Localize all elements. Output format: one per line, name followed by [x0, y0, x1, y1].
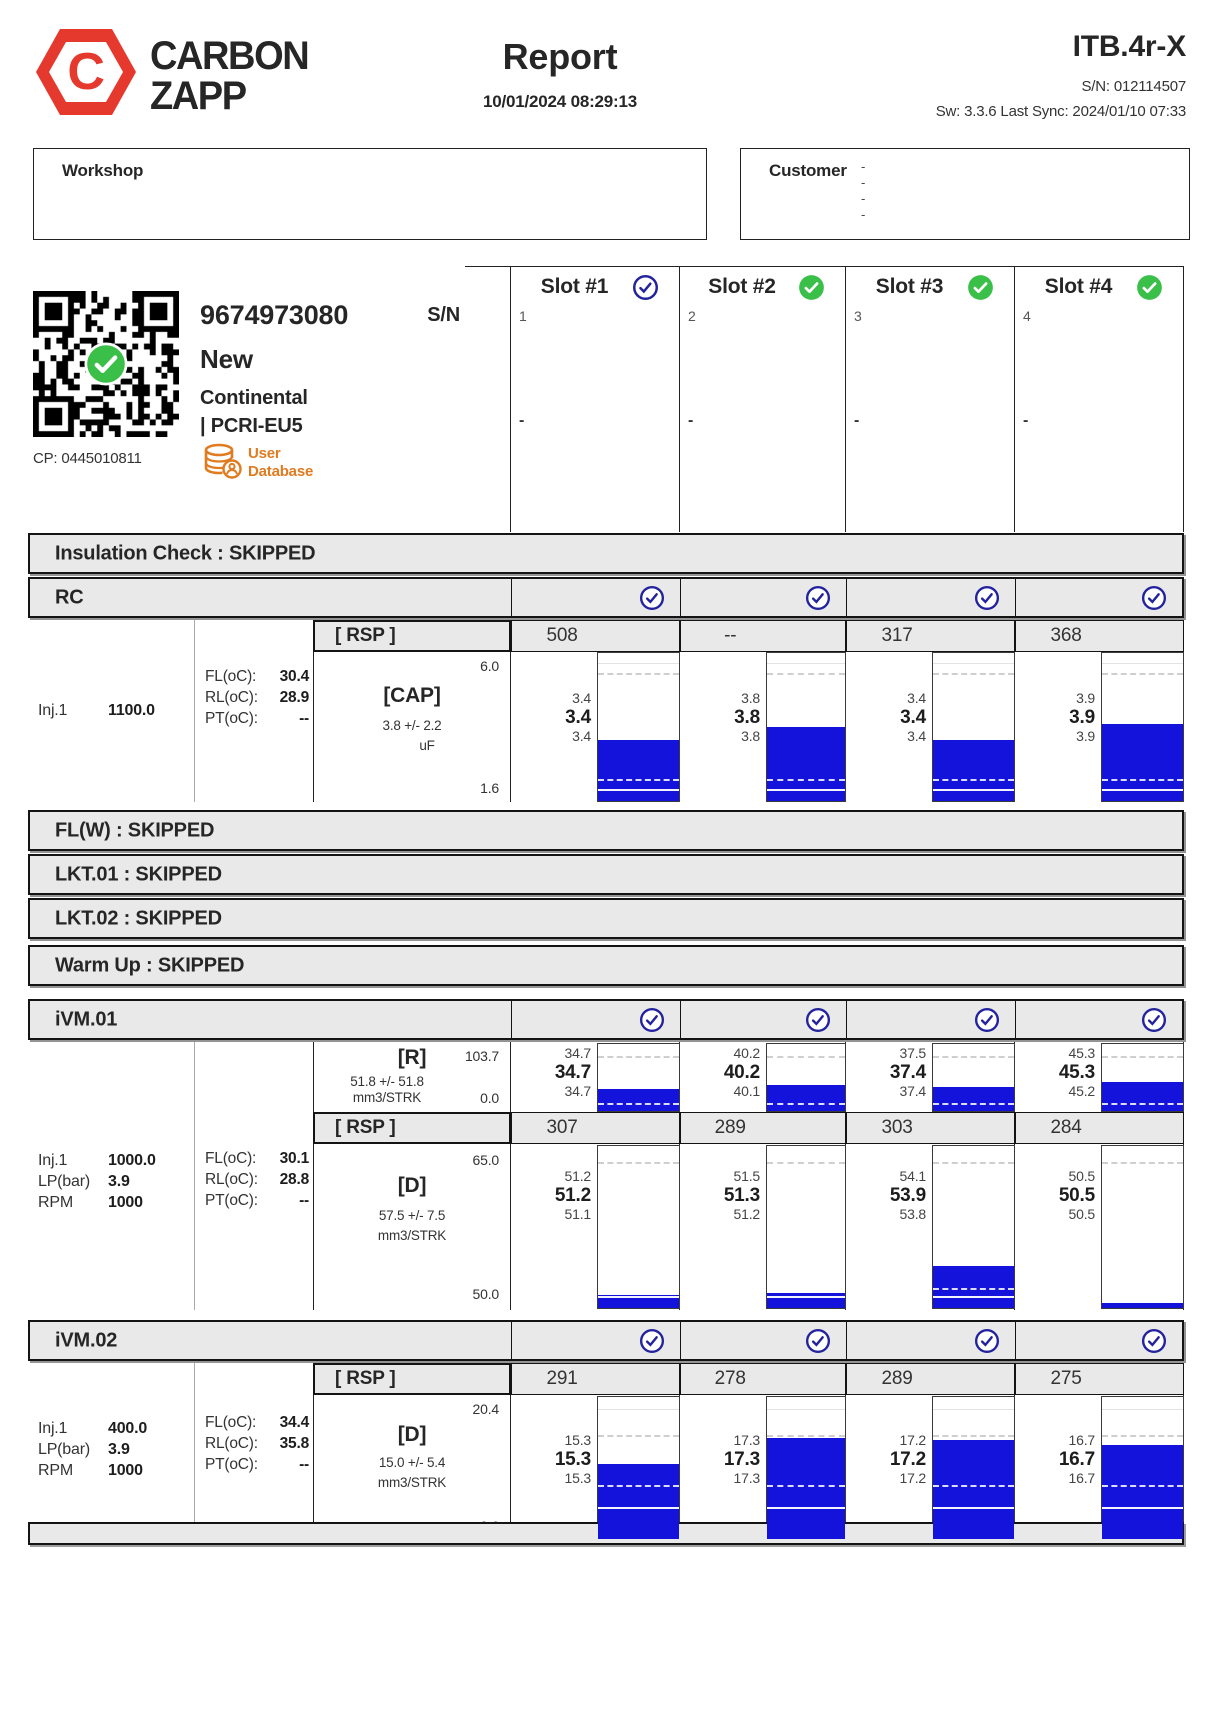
ivm01-r-slot2-values	[688, 1045, 760, 1100]
rc-slot3-values	[854, 690, 926, 745]
rc-slot1-values	[519, 690, 591, 745]
ivm01-conditions	[38, 1150, 156, 1213]
ivm01-d-slot1-min: 51.1	[564, 1206, 591, 1222]
ivm02-d-name: [D]	[397, 1423, 427, 1446]
ivm01-d-slot3-max: 54.1	[899, 1168, 926, 1184]
ivm02-d-slot3-avg: 17.2	[889, 1449, 926, 1470]
ivm02-fl-value: 34.4	[279, 1414, 309, 1431]
ivm01-rpm-value: 1000	[108, 1194, 143, 1211]
ivm01-slot1-check-icon	[639, 1007, 665, 1033]
slot1-index: 1	[519, 308, 527, 324]
slot4-index: 4	[1023, 308, 1031, 324]
ivm01-d-slot3-min: 53.8	[899, 1206, 926, 1222]
ivm01-rsp-slot4	[1015, 1112, 1184, 1144]
ivm02-col-divider	[194, 1363, 195, 1540]
flw-skipped-bar	[28, 810, 1184, 851]
ivm01-rsp-slot2-value: 289	[714, 1117, 746, 1138]
ivm01-d-slot2-values	[688, 1168, 760, 1223]
ivm01-slot3-check-cell	[846, 1001, 1016, 1038]
ivm01-pt-label: PT(oC):	[205, 1192, 258, 1209]
ivm01-r-slot1-avg: 34.7	[554, 1062, 591, 1083]
ivm01-r-slot1-max: 34.7	[564, 1045, 591, 1061]
ivm02-rsp-slot3-value: 289	[881, 1368, 913, 1389]
ivm02-slot3-check-icon	[974, 1328, 1000, 1354]
ivm01-rsp-slot2	[680, 1112, 846, 1144]
ivm02-slot2-check-icon	[805, 1328, 831, 1354]
rc-cap-scale-min: 1.6	[480, 780, 499, 796]
slot2-value-dash: -	[688, 412, 694, 429]
rc-slot2-check-cell	[680, 579, 847, 616]
rc-slot4-bar-chart	[1101, 652, 1184, 802]
ivm01-lp-value: 3.9	[108, 1173, 130, 1190]
ivm02-rsp-slot4	[1015, 1363, 1184, 1395]
rc-cap-name: [CAP]	[383, 684, 441, 707]
rc-temps	[205, 666, 309, 729]
ivm01-r-scale-min: 0.0	[480, 1090, 499, 1106]
ivm01-r-slot2-max: 40.2	[733, 1045, 760, 1061]
ivm01-slot2-check-icon	[805, 1007, 831, 1033]
ivm01-r-scale-max: 103.7	[464, 1048, 499, 1064]
rc-slot4-check-icon	[1141, 585, 1167, 611]
ivm02-lp-label: LP(bar)	[38, 1441, 90, 1458]
rc-col-divider	[194, 620, 195, 802]
ivm02-d-measurement-label	[313, 1395, 511, 1540]
rc-section-bar	[28, 577, 1184, 618]
rc-slot3-avg: 3.4	[900, 707, 926, 728]
ivm01-slot3-check-icon	[974, 1007, 1000, 1033]
rc-slot4-min: 3.9	[1076, 728, 1095, 744]
ivm01-r-measurement-label	[313, 1042, 511, 1112]
ivm01-rpm-label: RPM	[38, 1194, 73, 1211]
rc-rl-value: 28.9	[279, 689, 309, 706]
rc-inj-label: Inj.1	[38, 702, 68, 719]
ivm01-r-name: [R]	[397, 1046, 427, 1069]
brand-line1: CARBON	[150, 34, 309, 78]
ivm01-temps	[205, 1148, 309, 1211]
ivm01-r-slot2-avg: 40.2	[723, 1062, 760, 1083]
rc-slot2-max: 3.8	[741, 690, 760, 706]
ivm02-d-slot1-avg: 15.3	[554, 1449, 591, 1470]
ivm02-d-slot3-values	[854, 1432, 926, 1487]
slot1-value-dash: -	[519, 412, 525, 429]
lkt01-skipped-bar	[28, 854, 1184, 895]
ivm02-d-slot4-min: 16.7	[1068, 1470, 1095, 1486]
ivm02-d-slot3-min: 17.2	[899, 1470, 926, 1486]
page-title: Report	[502, 36, 618, 77]
ivm01-d-slot1-values	[519, 1168, 591, 1223]
ivm01-r-slot4-avg: 45.3	[1058, 1062, 1095, 1083]
ivm01-r-slot4-max: 45.3	[1068, 1045, 1095, 1061]
flw-skipped-label: FL(W) : SKIPPED	[55, 819, 215, 841]
ivm01-d-slot3-avg: 53.9	[889, 1185, 926, 1206]
slot1-title: Slot #1	[540, 275, 609, 298]
slot4-title: Slot #4	[1044, 275, 1113, 298]
ivm01-rsp-slot4-value: 284	[1050, 1117, 1082, 1138]
ivm02-d-slot2-values	[688, 1432, 760, 1487]
ivm01-d-slot4-avg: 50.5	[1058, 1185, 1095, 1206]
rc-slot1-check-icon	[639, 585, 665, 611]
ivm01-r-tolerance: 51.8 +/- 51.8	[350, 1074, 424, 1089]
customer-label: Customer	[769, 161, 847, 180]
ivm01-fl-label: FL(oC):	[205, 1150, 257, 1167]
ivm02-inj-value: 400.0	[108, 1420, 148, 1437]
ivm02-d-slot2-avg: 17.3	[723, 1449, 760, 1470]
ivm02-rpm-value: 1000	[108, 1462, 143, 1479]
user-database-label-line1: User	[248, 445, 281, 462]
ivm01-r-slot3-min: 37.4	[899, 1083, 926, 1099]
ivm02-pt-value: --	[299, 1456, 309, 1473]
customer-values	[861, 159, 865, 223]
ivm02-rsp-slot3	[846, 1363, 1015, 1395]
slot3-index: 3	[854, 308, 862, 324]
ivm02-rsp-header	[313, 1363, 511, 1395]
ivm01-section-bar	[28, 999, 1184, 1040]
ivm02-d-tolerance: 15.0 +/- 5.4	[378, 1455, 446, 1470]
warmup-skipped-label: Warm Up : SKIPPED	[55, 954, 245, 976]
ivm01-r-slot3-avg: 37.4	[889, 1062, 926, 1083]
rc-pt-value: --	[299, 710, 309, 727]
ivm01-d-slot4-min: 50.5	[1068, 1206, 1095, 1222]
ivm02-d-slot2-min: 17.3	[733, 1470, 760, 1486]
ivm01-d-slot2-min: 51.2	[733, 1206, 760, 1222]
rc-slot1-check-cell	[511, 579, 681, 616]
injector-brand: Continental	[200, 387, 308, 409]
lkt02-skipped-label: LKT.02 : SKIPPED	[55, 907, 222, 929]
rc-slot2-min: 3.8	[741, 728, 760, 744]
rc-rl-label: RL(oC):	[205, 689, 258, 706]
ivm01-r-slot4-values	[1023, 1045, 1095, 1100]
ivm02-d-unit: mm3/STRK	[377, 1475, 447, 1490]
ivm02-rl-value: 35.8	[279, 1435, 309, 1452]
ivm01-d-name: [D]	[397, 1174, 427, 1197]
rc-rsp-slot1	[511, 620, 680, 652]
user-database-icon	[202, 443, 242, 481]
ivm02-d-slot1-min: 15.3	[564, 1470, 591, 1486]
insulation-check-label: Insulation Check : SKIPPED	[55, 542, 316, 564]
rc-pt-label: PT(oC):	[205, 710, 258, 727]
ivm01-inj-label: Inj.1	[38, 1152, 68, 1169]
carbon-zapp-logo-icon	[33, 26, 139, 118]
rc-slot1-bar-chart	[597, 652, 680, 802]
rc-slot3-min: 3.4	[907, 728, 926, 744]
rc-slot2-check-icon	[805, 585, 831, 611]
rc-slot4-values	[1023, 690, 1095, 745]
device-sw-sync: Sw: 3.3.6 Last Sync: 2024/01/10 07:33	[935, 103, 1186, 120]
ivm02-rsp-slot2	[680, 1363, 846, 1395]
ivm01-r-slot3-max: 37.5	[899, 1045, 926, 1061]
ivm01-d-slot4-max: 50.5	[1068, 1168, 1095, 1184]
ivm01-d-tolerance: 57.5 +/- 7.5	[378, 1208, 446, 1223]
ivm02-section-bar	[28, 1320, 1184, 1361]
rc-rsp-slot3	[846, 620, 1015, 652]
ivm01-d-slot1-bar-chart	[597, 1145, 680, 1309]
ivm01-col-divider	[194, 1042, 195, 1310]
ivm01-r-slot4-min: 45.2	[1068, 1083, 1095, 1099]
ivm01-inj-value: 1000.0	[108, 1152, 156, 1169]
slot3-value-dash: -	[854, 412, 860, 429]
rc-rsp-slot4	[1015, 620, 1184, 652]
ivm01-d-slot1-avg: 51.2	[554, 1185, 591, 1206]
rc-slot1-min: 3.4	[572, 728, 591, 744]
ivm02-rsp-slot1-value: 291	[546, 1368, 578, 1389]
qr-check-icon	[84, 342, 128, 386]
ivm01-r-slot3-bar-chart	[932, 1043, 1015, 1112]
slot-table-top-border	[465, 266, 1184, 267]
ivm01-r-unit: mm3/STRK	[352, 1090, 422, 1105]
ivm02-slot4-check-icon	[1141, 1328, 1167, 1354]
ivm01-d-slot3-bar-chart	[932, 1145, 1015, 1309]
ivm01-d-slot2-max: 51.5	[733, 1168, 760, 1184]
rc-rsp-slot2	[680, 620, 846, 652]
ivm02-temps	[205, 1412, 309, 1475]
ivm01-r-slot3-values	[854, 1045, 926, 1100]
rc-slot3-bar-chart	[932, 652, 1015, 802]
rc-slot3-max: 3.4	[907, 690, 926, 706]
rc-slot2-avg: 3.8	[734, 707, 760, 728]
ivm02-d-slot4-values	[1023, 1432, 1095, 1487]
ivm01-d-slot4-bar-chart	[1101, 1145, 1184, 1309]
ivm02-rsp-slot1	[511, 1363, 680, 1395]
ivm02-slot2-check-cell	[680, 1322, 847, 1359]
rc-rsp-header-label: [ RSP ]	[335, 625, 396, 646]
ivm01-fl-value: 30.1	[279, 1150, 309, 1167]
workshop-label: Workshop	[62, 161, 144, 180]
ivm01-pt-value: --	[299, 1192, 309, 1209]
ivm02-inj-label: Inj.1	[38, 1420, 68, 1437]
injector-cp-code: CP: 0445010811	[33, 450, 142, 467]
slot1-status-check-icon	[632, 274, 659, 301]
ivm02-slot1-check-cell	[511, 1322, 681, 1359]
ivm01-d-slot1-max: 51.2	[564, 1168, 591, 1184]
ivm01-r-slot1-min: 34.7	[564, 1083, 591, 1099]
ivm01-r-slot2-min: 40.1	[733, 1083, 760, 1099]
ivm02-d-slot2-max: 17.3	[733, 1432, 760, 1448]
ivm02-d-scale-max: 20.4	[472, 1401, 499, 1417]
slot2-status-check-icon	[798, 274, 825, 301]
device-name: ITB.4r-X	[1072, 30, 1186, 63]
ivm02-d-slot3-max: 17.2	[899, 1432, 926, 1448]
ivm01-slot4-check-cell	[1015, 1001, 1183, 1038]
ivm01-d-slot3-values	[854, 1168, 926, 1223]
ivm01-d-unit: mm3/STRK	[377, 1228, 447, 1243]
customer-value-dash: -	[861, 207, 866, 222]
svg-text:C: C	[67, 43, 105, 101]
ivm02-d-slot2-bar-chart	[766, 1396, 846, 1540]
ivm01-slot2-check-cell	[680, 1001, 847, 1038]
column-divider	[845, 266, 846, 532]
ivm01-slot1-check-cell	[511, 1001, 681, 1038]
ivm01-r-slot1-values	[519, 1045, 591, 1100]
ivm02-section-label: iVM.02	[55, 1329, 118, 1351]
rc-slot2-values	[688, 690, 760, 745]
customer-value-dash: -	[861, 191, 866, 206]
brand-line2: ZAPP	[150, 74, 246, 118]
rc-slot4-max: 3.9	[1076, 690, 1095, 706]
ivm01-r-slot2-bar-chart	[766, 1043, 846, 1112]
ivm01-rl-value: 28.8	[279, 1171, 309, 1188]
customer-value-dash: -	[861, 159, 866, 174]
rc-fl-label: FL(oC):	[205, 668, 257, 685]
ivm01-rsp-slot3	[846, 1112, 1015, 1144]
ivm02-rl-label: RL(oC):	[205, 1435, 258, 1452]
rc-inj-value: 1100.0	[108, 702, 155, 719]
rc-cap-measurement-label	[313, 652, 511, 802]
ivm01-d-scale-min: 50.0	[472, 1286, 499, 1302]
customer-box	[740, 148, 1190, 240]
ivm02-rsp-slot4-value: 275	[1050, 1368, 1082, 1389]
ivm01-rsp-header-label: [ RSP ]	[335, 1117, 396, 1138]
ivm02-d-slot1-bar-chart	[597, 1396, 680, 1540]
slot2-index: 2	[688, 308, 696, 324]
ivm01-rsp-slot1-value: 307	[546, 1117, 578, 1138]
ivm02-conditions	[38, 1418, 147, 1481]
rc-fl-value: 30.4	[279, 668, 309, 685]
slot3-title: Slot #3	[875, 275, 944, 298]
rc-inj-condition	[38, 700, 155, 721]
ivm02-d-slot4-bar-chart	[1101, 1396, 1184, 1540]
ivm01-d-measurement-label	[313, 1144, 511, 1310]
column-divider	[679, 266, 680, 532]
ivm02-d-slot1-values	[519, 1432, 591, 1487]
rc-slot3-check-icon	[974, 585, 1000, 611]
ivm01-d-slot4-values	[1023, 1168, 1095, 1223]
ivm02-d-slot3-bar-chart	[932, 1396, 1015, 1540]
ivm02-pt-label: PT(oC):	[205, 1456, 258, 1473]
ivm01-d-slot2-bar-chart	[766, 1145, 846, 1309]
ivm02-d-slot1-max: 15.3	[564, 1432, 591, 1448]
rc-rsp-slot3-value: 317	[881, 625, 913, 646]
ivm02-d-slot4-avg: 16.7	[1058, 1449, 1095, 1470]
user-database-label-line2: Database	[248, 463, 314, 480]
lkt02-skipped-bar	[28, 898, 1184, 939]
column-divider	[1183, 266, 1184, 532]
column-divider	[1014, 266, 1015, 532]
lkt01-skipped-label: LKT.01 : SKIPPED	[55, 863, 222, 885]
ivm02-fl-label: FL(oC):	[205, 1414, 257, 1431]
sn-column-label: S/N	[427, 304, 460, 326]
rc-slot3-check-cell	[846, 579, 1016, 616]
ivm01-lp-label: LP(bar)	[38, 1173, 90, 1190]
rc-slot1-avg: 3.4	[565, 707, 591, 728]
ivm02-slot3-check-cell	[846, 1322, 1016, 1359]
ivm02-d-slot4-max: 16.7	[1068, 1432, 1095, 1448]
ivm01-section-label: iVM.01	[55, 1008, 118, 1030]
ivm01-rl-label: RL(oC):	[205, 1171, 258, 1188]
ivm02-rpm-label: RPM	[38, 1462, 73, 1479]
rc-rsp-slot1-value: 508	[546, 625, 578, 646]
ivm01-r-slot4-bar-chart	[1101, 1043, 1184, 1112]
slot4-status-check-icon	[1136, 274, 1163, 301]
injector-family: | PCRI-EU5	[200, 415, 303, 437]
ivm01-rsp-slot1	[511, 1112, 680, 1144]
rc-slot1-max: 3.4	[572, 690, 591, 706]
rc-rsp-slot4-value: 368	[1050, 625, 1082, 646]
ivm02-rsp-slot2-value: 278	[714, 1368, 746, 1389]
rc-slot4-check-cell	[1015, 579, 1183, 616]
report-datetime: 10/01/2024 08:29:13	[482, 92, 638, 111]
rc-cap-unit: uF	[419, 738, 435, 753]
rc-slot4-avg: 3.9	[1069, 707, 1095, 728]
rc-slot2-bar-chart	[766, 652, 846, 802]
rc-cap-scale-max: 6.0	[480, 658, 499, 674]
rc-rsp-header	[313, 620, 511, 652]
ivm02-slot4-check-cell	[1015, 1322, 1183, 1359]
rc-rsp-slot2-value: --	[724, 625, 737, 646]
ivm01-rsp-header	[313, 1112, 511, 1144]
ivm02-lp-value: 3.9	[108, 1441, 130, 1458]
workshop-box	[33, 148, 707, 240]
column-divider	[510, 266, 511, 532]
brand-name	[150, 36, 308, 116]
ivm01-d-slot2-avg: 51.3	[723, 1185, 760, 1206]
rc-cap-tolerance: 3.8 +/- 2.2	[382, 718, 442, 733]
slot2-title: Slot #2	[708, 275, 776, 298]
ivm01-slot4-check-icon	[1141, 1007, 1167, 1033]
injector-condition: New	[200, 344, 253, 374]
ivm01-rsp-slot3-value: 303	[881, 1117, 913, 1138]
ivm02-slot1-check-icon	[639, 1328, 665, 1354]
device-serial: S/N: 012114507	[1081, 78, 1186, 95]
injector-number: 9674973080	[200, 300, 349, 330]
customer-value-dash: -	[861, 175, 866, 190]
slot4-value-dash: -	[1023, 412, 1029, 429]
rc-section-label: RC	[55, 586, 84, 608]
ivm02-rsp-header-label: [ RSP ]	[335, 1368, 396, 1389]
ivm01-d-scale-max: 65.0	[472, 1152, 499, 1168]
warmup-skipped-bar	[28, 945, 1184, 986]
insulation-check-bar	[28, 533, 1184, 574]
slot3-status-check-icon	[967, 274, 994, 301]
ivm01-r-slot1-bar-chart	[597, 1043, 680, 1112]
user-database-label	[248, 445, 313, 481]
